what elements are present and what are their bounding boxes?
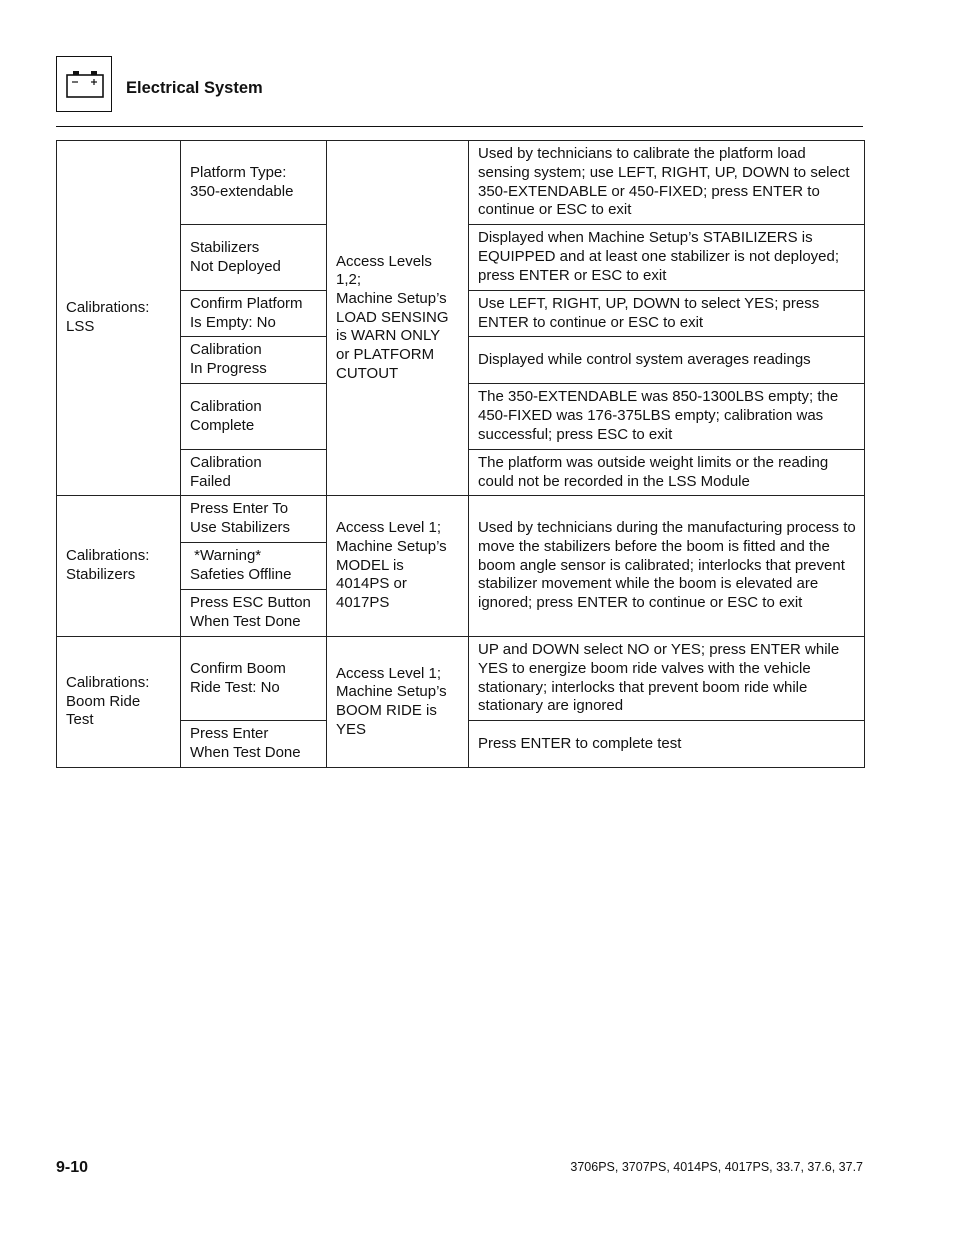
header-rule	[56, 126, 863, 127]
description-cell: Press ENTER to complete test	[469, 721, 865, 768]
section-title: Electrical System	[126, 79, 263, 97]
message-cell: Confirm Boom Ride Test: No	[181, 637, 327, 721]
description-cell: The platform was outside weight limits or the reading could not be recorded in the LSS Module	[469, 450, 865, 496]
category-cell: Calibrations: Stabilizers	[57, 496, 181, 637]
message-cell: Stabilizers Not Deployed	[181, 225, 327, 291]
calibration-table	[56, 140, 865, 768]
page-number: 9-10	[56, 1159, 89, 1176]
description-cell: Used by technicians to calibrate the platform load sensing system; use LEFT, RIGHT, UP, DOWN to select 350-EXTENDABLE or 450-FIXED; press ENTER to continue or ESC to exit	[469, 141, 865, 225]
section-icon-box	[56, 56, 112, 112]
message-cell: Calibration Failed	[181, 450, 327, 496]
message-cell: Press ESC Button When Test Done	[181, 590, 327, 637]
category-cell: Calibrations: LSS	[57, 141, 181, 496]
description-cell: The 350-EXTENDABLE was 850-1300LBS empty; the 450-FIXED was 176-375LBS empty; calibration was successful; press ESC to exit	[469, 384, 865, 450]
message-cell: Calibration Complete	[181, 384, 327, 450]
message-cell: Press Enter To Use Stabilizers	[181, 496, 327, 543]
access-cell: Access Level 1; Machine Setup’s BOOM RIDE is YES	[327, 637, 469, 768]
message-cell: Confirm Platform Is Empty: No	[181, 291, 327, 337]
model-list: 3706PS, 3707PS, 4014PS, 4017PS, 33.7, 37.6, 37.7	[570, 1160, 863, 1174]
message-cell: Press Enter When Test Done	[181, 721, 327, 768]
table-row	[57, 637, 865, 721]
battery-icon	[65, 69, 105, 99]
table-row	[57, 141, 865, 225]
description-cell: UP and DOWN select NO or YES; press ENTER while YES to energize boom ride valves with the vehicle stationary; interlocks that prevent boom ride while stationary are ignored	[469, 637, 865, 721]
description-cell: Used by technicians during the manufacturing process to move the stabilizers before the boom is fitted and the boom angle sensor is calibrated; interlocks that prevent stabilizer movement while the boom is elevated are ignored; press ENTER to continue or ESC to exit	[469, 496, 865, 637]
message-cell: Platform Type: 350-extendable	[181, 141, 327, 225]
description-cell: Use LEFT, RIGHT, UP, DOWN to select YES; press ENTER to continue or ESC to exit	[469, 291, 865, 337]
table-row	[57, 496, 865, 543]
message-cell: *Warning* Safeties Offline	[181, 543, 327, 590]
category-cell: Calibrations: Boom Ride Test	[57, 637, 181, 768]
access-cell: Access Levels 1,2; Machine Setup’s LOAD SENSING is WARN ONLY or PLATFORM CUTOUT	[327, 141, 469, 496]
message-cell: Calibration In Progress	[181, 337, 327, 384]
description-cell: Displayed while control system averages readings	[469, 337, 865, 384]
access-cell: Access Level 1; Machine Setup’s MODEL is 4014PS or 4017PS	[327, 496, 469, 637]
description-cell: Displayed when Machine Setup’s STABILIZERS is EQUIPPED and at least one stabilizer is not deployed; press ENTER or ESC to exit	[469, 225, 865, 291]
